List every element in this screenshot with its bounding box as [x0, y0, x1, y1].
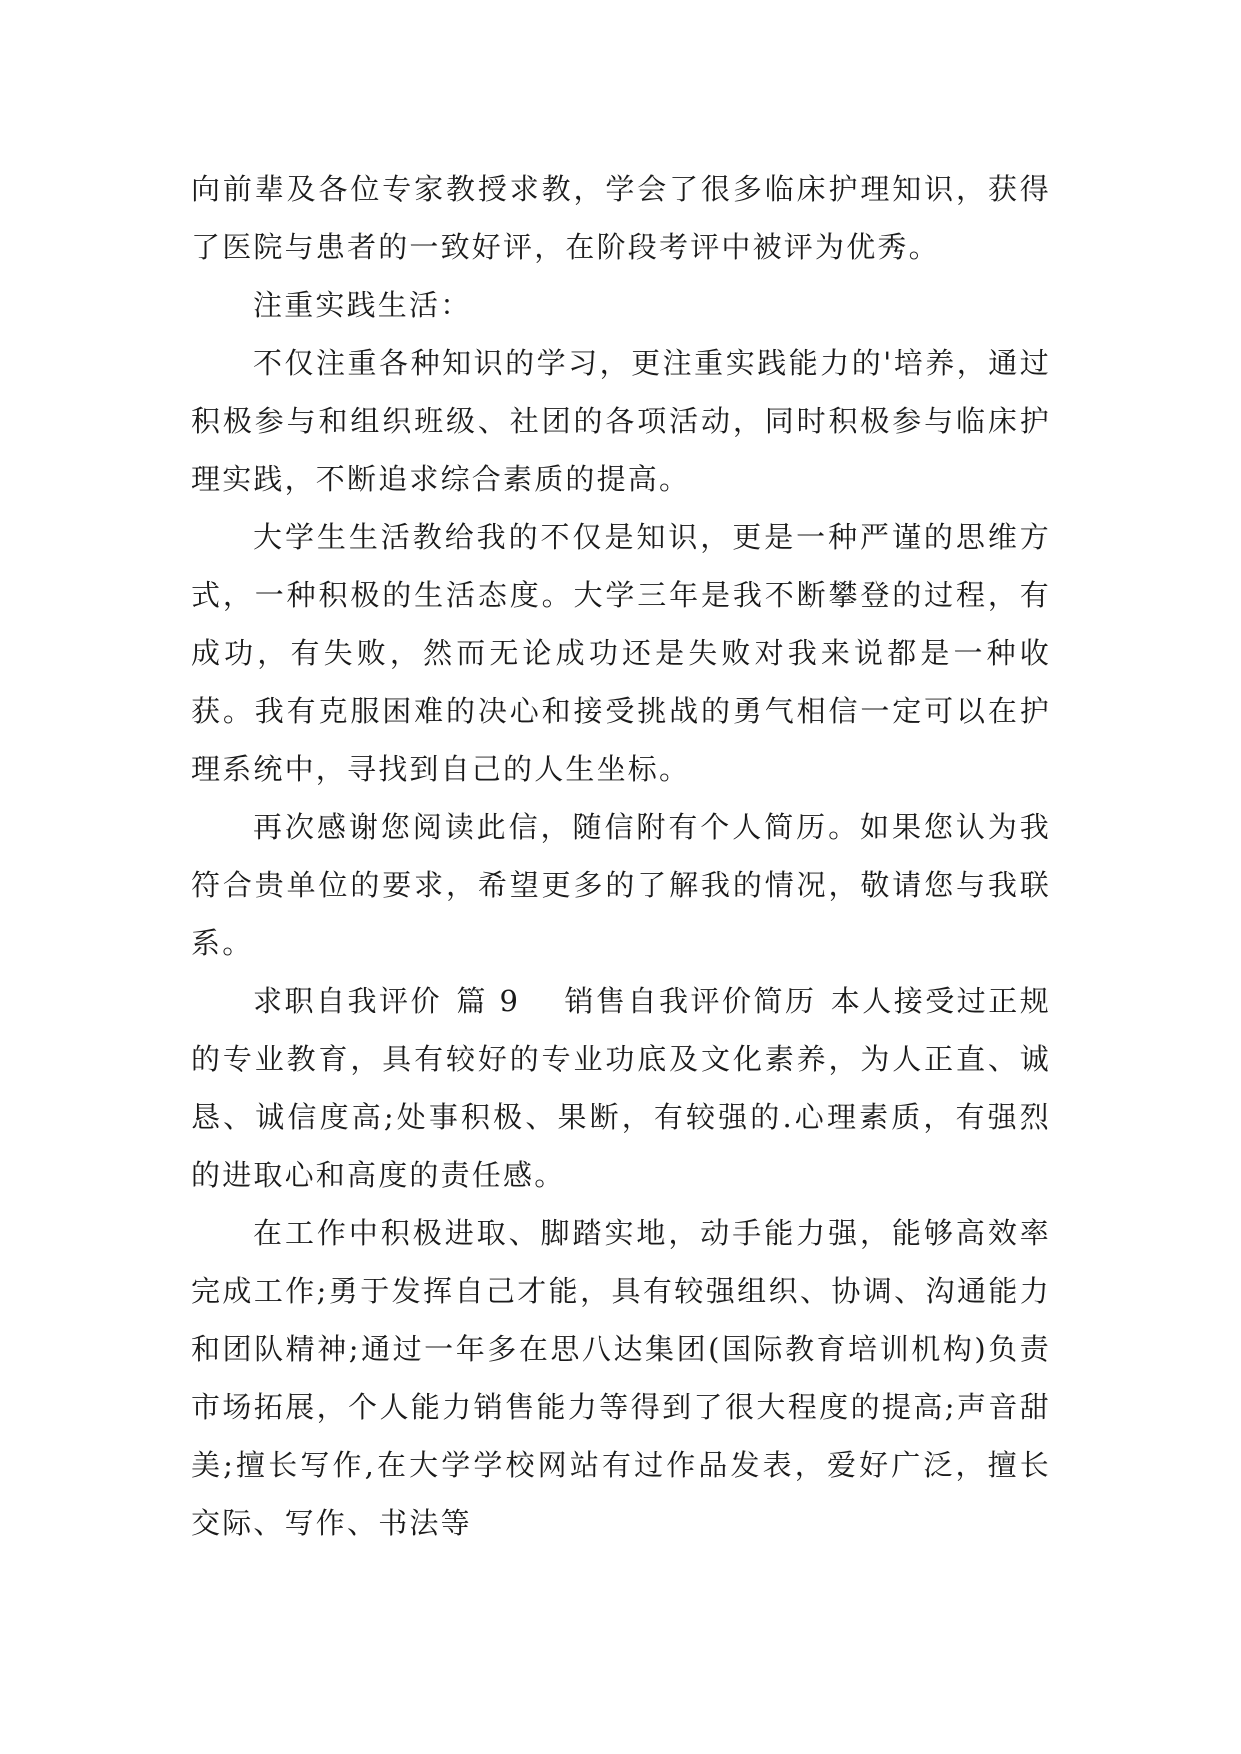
- paragraph-work: 在工作中积极进取、脚踏实地，动手能力强，能够高效率完成工作;勇于发挥自己才能，具有较强组织、协调、沟通能力和团队精神;通过一年多在思八达集团(国际教育培训机构)负责市场拓展，个人能力销售能力等得到了很大程度的提高;声音甜美;擅长写作,在大学学校网站有过作品发表，爱好广泛，擅长交际、写作、书法等: [191, 1216, 1051, 1540]
- paragraph-section-9: [191, 972, 1051, 1204]
- section-subtitle: 销售自我评价简历: [564, 984, 817, 1018]
- section-title: 求职自我评价: [253, 984, 443, 1018]
- paragraph-intro: 向前辈及各位专家教授求教，学会了很多临床护理知识，获得了医院与患者的一致好评，在阶段考评中被评为优秀。: [191, 172, 1051, 264]
- paragraph-thanks: 再次感谢您阅读此信，随信附有个人简历。如果您认为我符合贵单位的要求，希望更多的了解我的情况，敬请您与我联系。: [191, 810, 1051, 960]
- paragraph-practice-heading: 注重实践生活：: [253, 288, 472, 322]
- paragraph-university-life: 大学生生活教给我的不仅是知识，更是一种严谨的思维方式，一种积极的生活态度。大学三年是我不断攀登的过程，有成功，有失败，然而无论成功还是失败对我来说都是一种收获。我有克服困难的决心和接受挑战的勇气相信一定可以在护理系统中，寻找到自己的人生坐标。: [191, 520, 1051, 786]
- paragraph-practice: 不仅注重各种知识的学习，更注重实践能力的'培养，通过积极参与和组织班级、社团的各项活动，同时积极参与临床护理实践，不断追求综合素质的提高。: [191, 346, 1051, 496]
- section-lead: 本人接受过正规的专业教育，具有较好的专业功底及文化素养，为人正直、诚恳、诚信度高;处事积极、果断，有较强的.心理素质，有强烈的进取心和高度的责任感。: [191, 984, 1052, 1192]
- document-body: [191, 160, 1051, 1552]
- section-number: 篇 9: [456, 984, 521, 1018]
